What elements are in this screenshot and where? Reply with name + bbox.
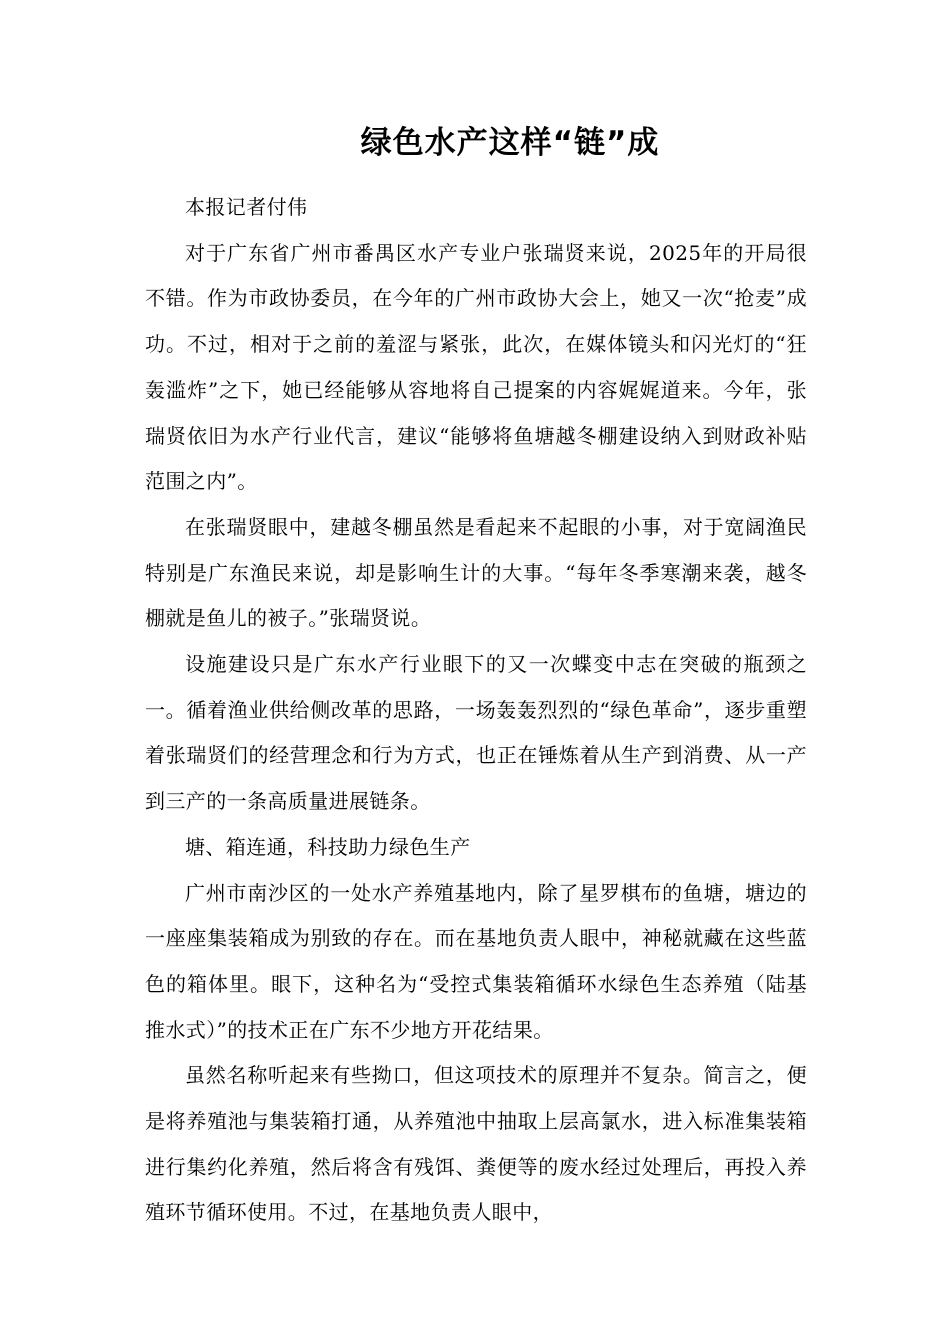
paragraph: 设施建设只是广东水产行业眼下的又一次蝶变中志在突破的瓶颈之一。循着渔业供给侧改革的思路，一场轰轰烈烈的“绿色革命”，逐步重塑着张瑞贤们的经营理念和行为方式，也正在锤炼着从生产到消费、从一产到三产的一条高质量进展链条。 [145,652,807,814]
paragraph: 虽然名称听起来有些拗口，但这项技术的原理并不复杂。简言之，便是将养殖池与集装箱打通，从养殖池中抽取上层高氯水，进入标准集装箱进行集约化养殖，然后将含有残饵、粪便等的废水经过处理后，再投入养殖环节循环使用。不过，在基地负责人眼中， [145,1063,807,1225]
paragraph: 广州市南沙区的一处水产养殖基地内，除了星罗棋布的鱼塘，塘边的一座座集装箱成为别致的存在。而在基地负责人眼中，神秘就藏在这些蓝色的箱体里。眼下，这种名为“受控式集装箱循环水绿色生态养殖（陆基推水式）”的技术正在广东不少地方开花结果。 [145,880,807,1042]
byline: 本报记者付伟 [185,195,308,219]
article [145,118,807,1236]
section-heading: 塘、箱连通，科技助力绿色生产 [185,834,471,859]
article-title: 绿色水产这样“链”成 [360,125,660,161]
article-body [145,185,807,1236]
paragraph: 在张瑞贤眼中，建越冬棚虽然是看起来不起眼的小事，对于宽阔渔民特别是广东渔民来说，却是影响生计的大事。“每年冬季寒潮来袭，越冬棚就是鱼儿的被子。”张瑞贤说。 [145,514,807,631]
paragraph: 对于广东省广州市番禺区水产专业户张瑞贤来说，2025年的开局很不错。作为市政协委员，在今年的广州市政协大会上，她又一次“抢麦”成功。不过，相对于之前的羞涩与紧张，此次，在媒体镜头和闪光灯的“狂轰滥炸”之下，她已经能够从容地将自己提案的内容娓娓道来。今年，张瑞贤依旧为水产行业代言，建议“能够将鱼塘越冬棚建设纳入到财政补贴范围之内”。 [145,240,807,494]
